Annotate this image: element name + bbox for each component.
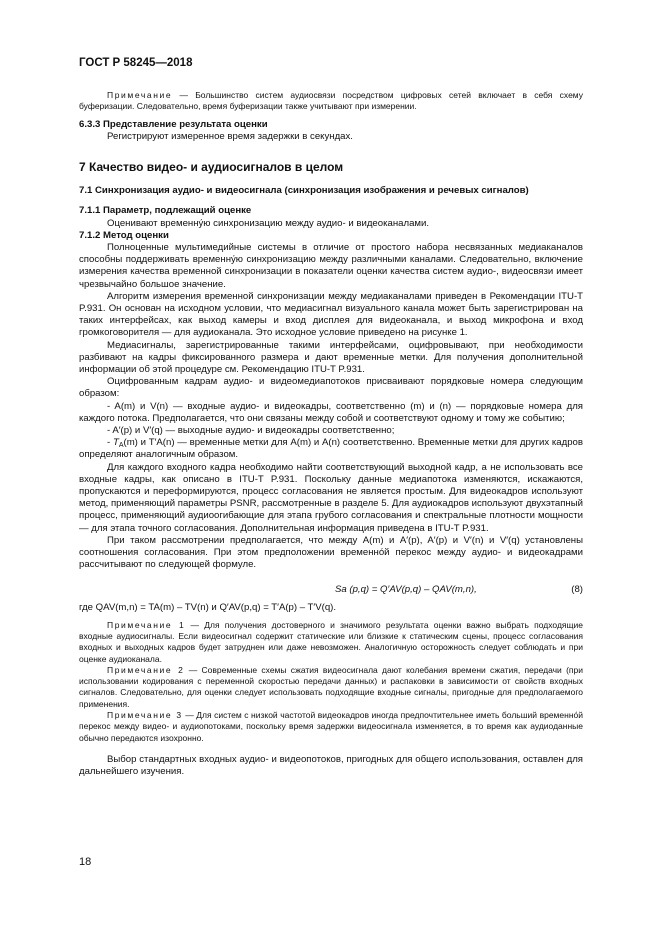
heading-section-7: 7 Качество видео- и аудиосигналов в целом — [79, 160, 344, 174]
closing-paragraph: Выбор стандартных входных аудио- и видеопотоков, пригодных для общего использования, оставлен для дальнейшего изучения. — [79, 753, 583, 778]
page-content — [79, 90, 583, 778]
note-text: — Для получения достоверного и значимого результата оценки важно выбрать подходящие входные аудиосигналы. Если видеосигнал содержит статические или близкие к статическим сцены, процесс согласования входных и выходных кадров будет затруднен или даже невозможен. Аналогичную осторожность следует соблюдать и при оценке аудиоканала. — [79, 619, 583, 664]
note-2 — [79, 665, 583, 710]
page-number: 18 — [79, 856, 92, 868]
paragraph: Медиасигналы, зарегистрированные такими интерфейсами, оцифровывают, при необходимости разбивают на кадры фиксированного размера и дают временные метки. Для получения дополнительной информации об этой процедуре см. Рекомендацию ITU-T P.931. — [79, 339, 583, 376]
note-label: Примечание — [107, 90, 173, 100]
note-label: Примечание 2 — [107, 664, 185, 675]
paragraph: Оцифрованным кадрам аудио- и видеомедиапотоков присваивают порядковые номера следующим образом: — [79, 376, 583, 400]
heading-7-1: 7.1 Синхронизация аудио- и видеосигнала (синхронизация изображения и речевых сигналов) — [79, 185, 529, 197]
heading-7-1-1: 7.1.1 Параметр, подлежащий оценке — [79, 205, 252, 217]
note-text: — Большинство систем аудиосвязи посредством цифровых сетей включает в себя схему буферизации. Следовательно, время буферизации также учитывают при измерении. — [79, 90, 583, 112]
paragraph: При таком рассмотрении предполагается, что между A(m) и A′(p), A′(p) и V′(n) и V′(q) установлены соотношения согласования. При этом предположении временно́й перекос между аудио- и видеокадрами рассчитывают по следующей формуле. — [79, 534, 583, 571]
formula-expression: Sa (p,q) = Q′AV(p,q) – QAV(m,n), — [335, 583, 477, 595]
formula-8 — [79, 580, 583, 602]
heading-7-1-2: 7.1.2 Метод оценки — [79, 229, 169, 241]
formula-number: (8) — [571, 583, 583, 595]
heading-6-3-3: 6.3.3 Представление результата оценки — [79, 118, 268, 130]
text-7-1-1: Оценивают временну́ю синхронизацию между аудио- и видеоканалами. — [107, 217, 430, 229]
formula-where: где QAV(m,n) = TA(m) – TV(n) и Q′AV(p,q) = T′A(p) – T′V(q). — [79, 601, 337, 613]
note-text: — Современные схемы сжатия видеосигнала дают колебания времени сжатия, передачи (при использовании кодирования с переменной скоростью передачи данных) и распаковки в зависимости от свойств входных сигналов. Следовательно, для оценки следует использовать подходящие входные сигналы, пригодные для предполагаемого применения. — [79, 664, 583, 709]
text-6-3-3: Регистрируют измеренное время задержки в секундах. — [107, 130, 353, 142]
note-3 — [79, 710, 583, 744]
paragraph: Алгоритм измерения временной синхронизации между медиаканалами приведен в Рекомендации ITU-T P.931. Он основан на исходном условии, что медиасигнал визуального канала может быть зарегистрирован на таких интерфейсах, как выход камеры и вход дисплея для видеоканала, и выход микрофона и вход громкоговорителя — для аудиоканала. Это исходное условие приведено на рисунке 1. — [79, 290, 583, 339]
note-intro — [79, 90, 583, 113]
note-text: — Для систем с низкой частотой видеокадров иногда предпочтительнее иметь больший временно́й перекос между видео- и аудиопотоками, поскольку время задержки видеосигнала изменяется, в то время как аудиоданные обычно передаются изохронно. — [79, 710, 583, 743]
list-item: - A(m) и V(n) — входные аудио- и видеокадры, соответственно (m) и (n) — порядковые номера для каждого потока. Предполагается, что они связаны между собой и соответствуют одному и тому же событию; — [79, 400, 583, 424]
page-header: ГОСТ Р 58245—2018 — [79, 57, 193, 69]
list-item-text: (m) и T′A(n) — временные метки для A(m) и A(n) соответственно. Временные метки для других кадров определяют аналогичным образом. — [79, 437, 583, 461]
timestamp-subscript: A — [118, 442, 124, 450]
timestamp-symbol: T — [112, 437, 119, 449]
paragraph: Полноценные мультимедийные системы в отличие от простого набора несвязанных медиаканалов способны поддерживать временну́ю синхронизацию между различными каналами. Следовательно, включение измерения качества временной синхронизации в показатели оценки качества систем аудио-, видеосвязи имеет чрезвычайно большое значение. — [79, 242, 583, 290]
note-1 — [79, 620, 583, 665]
note-label: Примечание 3 — [107, 710, 183, 721]
note-label: Примечание 1 — [107, 619, 186, 630]
list-item: - $T_A(m)$ и T′A(n) — временные метки для A(m) и A(n) соответственно. Временные метки для других кадров определяют аналогичным образом. — [79, 437, 583, 461]
paragraph: Для каждого входного кадра необходимо найти соответствующий выходной кадр, а не использовать все входные кадры, как описано в ITU-T P.931. Поскольку данные медиапотока изменяются, искажаются, пропускаются и переформируются, процесс согласования не является простым. Для видеокадров используют метод, применяющий параметры PSNR, рассмотренные в разделе 5. Для аудиокадров используют двухэтапный процесс, применяющий аудиоогибающие для этапа грубого согласования и спектральные плотности мощности — для этапа точного согласования. Дополнительная информация приведена в ITU-T P.931. — [79, 461, 583, 534]
list-item: - A′(p) и V′(q) — выходные аудио- и видеокадры соответственно; — [107, 425, 395, 437]
